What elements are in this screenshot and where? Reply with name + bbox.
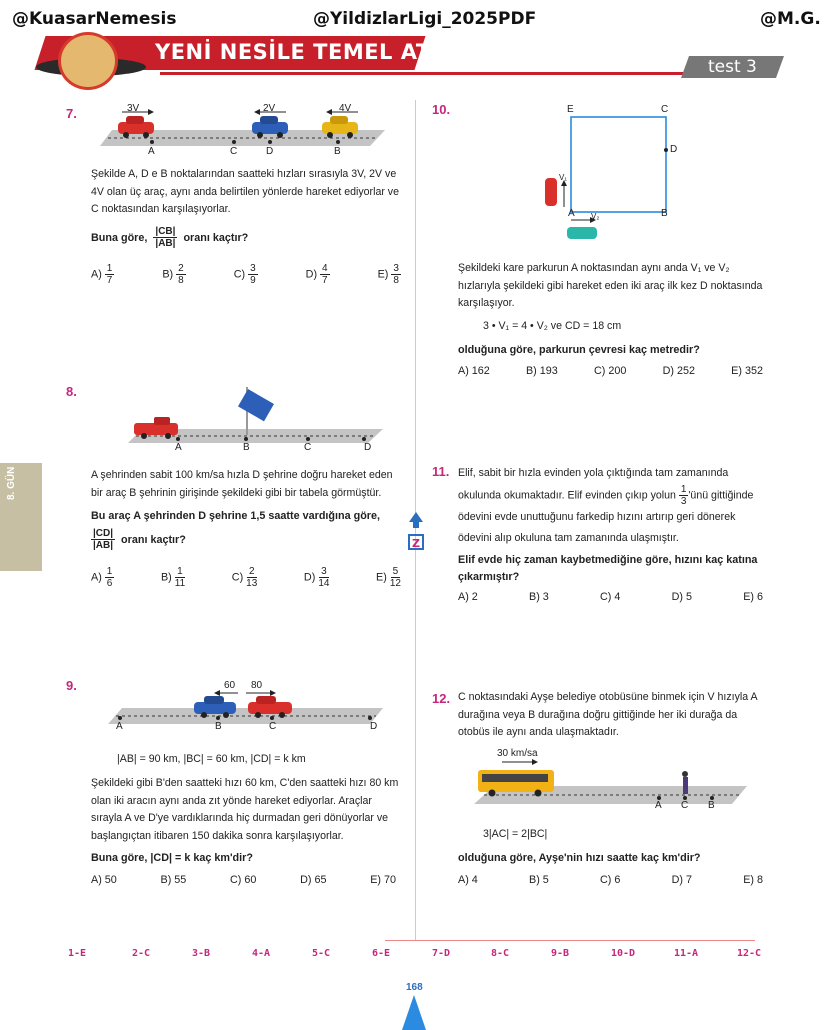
q7-point-b [336,140,340,144]
q8-option-d[interactable]: D) $\frac{3}{14}$ [303,566,330,589]
q11-question: Elif evde hiç zaman kaybetmediğine göre, hızını kaç katına çıkarmıştır? [458,554,758,583]
q9-option-e[interactable]: E) 70 [370,874,396,886]
answer-1: 1-E [68,948,87,959]
q8-label-b: B [243,442,250,453]
q10-car-v2 [567,227,597,239]
q7-point-c [232,140,236,144]
page-marker-icon [402,995,426,1030]
sail-icon [409,512,423,528]
q12-label-b: B [708,800,715,811]
answer-12: 12-C [737,948,762,959]
q10-option-a[interactable]: A) 162 [458,365,490,377]
q9-label-a: A [116,721,123,732]
q8-label-d: D [364,442,372,453]
q10-option-e[interactable]: E) 352 [731,365,763,377]
answer-rule [385,940,755,941]
answer-4: 4-A [252,948,271,959]
q11-option-e[interactable]: E) 6 [743,591,763,603]
q7-question-post: oranı kaçtır? [183,231,249,244]
q10-given: 3 • V₁ = 4 • V₂ ve CD = 18 cm [483,320,622,332]
q9-option-c[interactable]: C) 60 [230,874,257,886]
q12-options [458,874,763,886]
q11-text [458,463,766,549]
q12-text: C noktasındaki Ayşe belediye otobüsüne binmek için V hızıyla A durağına veya B durağına doğru gittiğinde her iki durağa da otobüs ile aynı anda ulaşmaktadır. [458,691,757,738]
q7-ratio-n: |CB| [155,226,176,237]
banner-title: YENİ NESİLE TEMEL AT [155,40,431,64]
q7-label-c: C [230,146,238,157]
answer-9: 9-B [551,948,570,959]
q7-number: 7. [66,106,77,121]
q11-text-part2: 'ünü gittiğinde ödevini evde unuttuğunu farkedip hızını artırıp geri dönerek ödevini alıp okuluna tam zamanında ulaşmıştır. [458,489,754,544]
q7-option-c[interactable]: C) $\frac{3}{9}$ [233,263,256,286]
q9-options [91,874,396,886]
handle-center: @YildizlarLigi_2025PDF [313,9,537,29]
q8-option-a[interactable]: A) $\frac{1}{6}$ [91,566,113,589]
q9-arrow-left [214,690,220,696]
q9-label-c: C [269,721,277,732]
q10-label-a: A [568,208,575,219]
q7-label-a: A [148,146,155,157]
q8-number: 8. [66,384,77,399]
q7-text: Şekilde A, D e B noktalarından saatteki hızları sırasıyla 3V, 2V ve 4V olan üç araç, aynı anda belirtilen yönlerde hareket ediyorlar ve C noktasından karşılaşıyorlar. [91,168,399,215]
q11-option-b[interactable]: B) 3 [529,591,549,603]
q7-option-a[interactable]: A) $\frac{1}{7}$ [91,263,113,286]
q12-speed: 30 km/sa [497,748,538,759]
q8-option-b[interactable]: B) $\frac{1}{11}$ [160,566,186,589]
header-rule [160,72,690,75]
q7-point-d [268,140,272,144]
answer-7: 7-D [432,948,451,959]
q12-given: 3|AC| = 2|BC| [483,828,548,840]
q10-options [458,365,763,377]
q12-label-a: A [655,800,662,811]
answer-10: 10-D [611,948,636,959]
q12-option-c[interactable]: C) 6 [600,874,621,886]
q10-option-b[interactable]: B) 193 [525,365,558,377]
q12-option-a[interactable]: A) 4 [458,874,478,886]
q9-option-d[interactable]: D) 65 [300,874,327,886]
q9-text: Şekildeki gibi B'den saatteki hızı 60 km, C'den saatteki hızı 80 km olan iki aracın aynı anda zıt yönde hareket ediyorlar. Araçlar sırayla A ve D'ye vardıklarında hiç durmadan geri dönüyorlar ve başlangıçtan itibaren 150 dakika sonra karşılaşıyorlar. [91,777,399,842]
q11-option-d[interactable]: D) 5 [671,591,692,603]
q9-option-b[interactable]: B) 55 [160,874,187,886]
q9-speed-c: 80 [251,680,263,691]
q12-option-e[interactable]: E) 8 [743,874,763,886]
q11-option-a[interactable]: A) 2 [458,591,478,603]
q9-road [108,708,383,724]
test-label: test 3 [708,57,757,77]
q8-question-post: oranı kaçtır? [121,533,186,546]
q7-label-d: D [266,146,274,157]
q9-arrow-right [270,690,276,696]
q11-options [458,591,763,603]
q7-option-b[interactable]: B) $\frac{2}{8}$ [162,263,184,286]
q9-question: Buna göre, |CD| = k kaç km'dir? [91,852,253,864]
q7-speed-a: 3V [127,103,140,114]
q9-label-b: B [215,721,222,732]
q10-number: 10. [432,102,451,117]
q11-fraction: $\frac{1}{3}$ [680,484,687,507]
answer-11: 11-A [674,948,699,959]
q8-ratio-line [91,528,186,551]
q8-options [91,566,401,589]
q9-given: |AB| = 90 km, |BC| = 60 km, |CD| = k km [117,753,306,765]
q10-option-d[interactable]: D) 252 [662,365,695,377]
q7-speed-b: 2V [263,103,276,114]
q7-option-d[interactable]: D) $\frac{4}{7}$ [305,263,328,286]
side-icons [406,510,426,554]
q10-label-e: E [567,104,574,115]
q12-question: olduğuna göre, Ayşe'nin hızı saatte kaç km'dir? [458,852,701,864]
q10-text: Şekildeki kare parkurun A noktasından aynı anda V₁ ve V₂ hızlarıyla şekildeki gibi hareket eden iki araç ilk kez D noktasında karşılaşıyor. [458,262,763,309]
q11-option-c[interactable]: C) 4 [600,591,621,603]
q12-arrow [532,759,538,765]
q7-options [91,263,401,286]
answer-6: 6-E [372,948,391,959]
handle-left: @KuasarNemesis [12,9,177,29]
q10-label-d: D [670,144,678,155]
answer-3: 3-B [192,948,211,959]
q10-label-v2: V₂ [591,212,600,221]
q10-square [571,117,666,212]
q10-car-v1 [545,178,557,206]
q8-label-c: C [304,442,312,453]
q7-point-a [150,140,154,144]
svg-text:Z: Z [412,537,420,550]
handle-right: @M.G. [760,9,821,29]
page-number: 168 [406,982,423,993]
q7-question [91,226,248,249]
q7-speed-c: 4V [339,103,352,114]
q8-sign [238,389,274,421]
q8-option-c[interactable]: C) $\frac{2}{13}$ [231,566,258,589]
answer-2: 2-C [132,948,151,959]
answer-5: 5-C [312,948,331,959]
q7-option-e[interactable]: E) $\frac{3}{8}$ [377,263,399,286]
q9-label-d: D [370,721,378,732]
q11-text-part1: Elif, sabit bir hızla evinden yola çıktığında tam zamanında okulunda okumaktadır. Elif evinden çıkıp yolun [458,467,729,502]
q9-option-a[interactable]: A) 50 [91,874,117,886]
q10-point-d [664,148,668,152]
q10-label-c: C [661,104,669,115]
q12-option-d[interactable]: D) 7 [671,874,692,886]
q10-option-c[interactable]: C) 200 [593,365,627,377]
q8-option-e[interactable]: E) $\frac{5}{12}$ [376,566,401,589]
q8-figure [128,385,388,455]
q8-question: Bu araç A şehrinden D şehrine 1,5 saatte vardığına göre, [91,510,381,522]
q10-label-v1: V₁ [559,173,568,182]
side-tab-label: 8. GÜN [6,466,17,500]
q9-figure [108,690,388,736]
q8-label-a: A [175,442,182,453]
q11-number: 11. [432,464,450,479]
q7-question-pre: Buna göre, [91,231,148,244]
q7-label-b: B [334,146,341,157]
q10-label-b: B [661,208,668,219]
q9-speed-b: 60 [224,680,236,691]
q9-number: 9. [66,678,77,693]
q8-text: A şehrinden sabit 100 km/sa hızla D şehrine doğru hareket eden bir araç B şehrinin girişinde şekildeki gibi bir tabela görmüştür. [91,469,393,499]
q8-ratio: $\frac{|CD|}{|AB|}$ [93,528,114,551]
q12-number: 12. [432,691,451,706]
q10-question: olduğuna göre, parkurun çevresi kaç metredir? [458,344,700,356]
q12-option-b[interactable]: B) 5 [529,874,549,886]
q7-ratio [153,226,177,249]
mascot-avatar [58,32,118,90]
answer-8: 8-C [491,948,510,959]
q7-ratio-d: |AB| [155,238,176,249]
q12-label-c: C [681,800,689,811]
